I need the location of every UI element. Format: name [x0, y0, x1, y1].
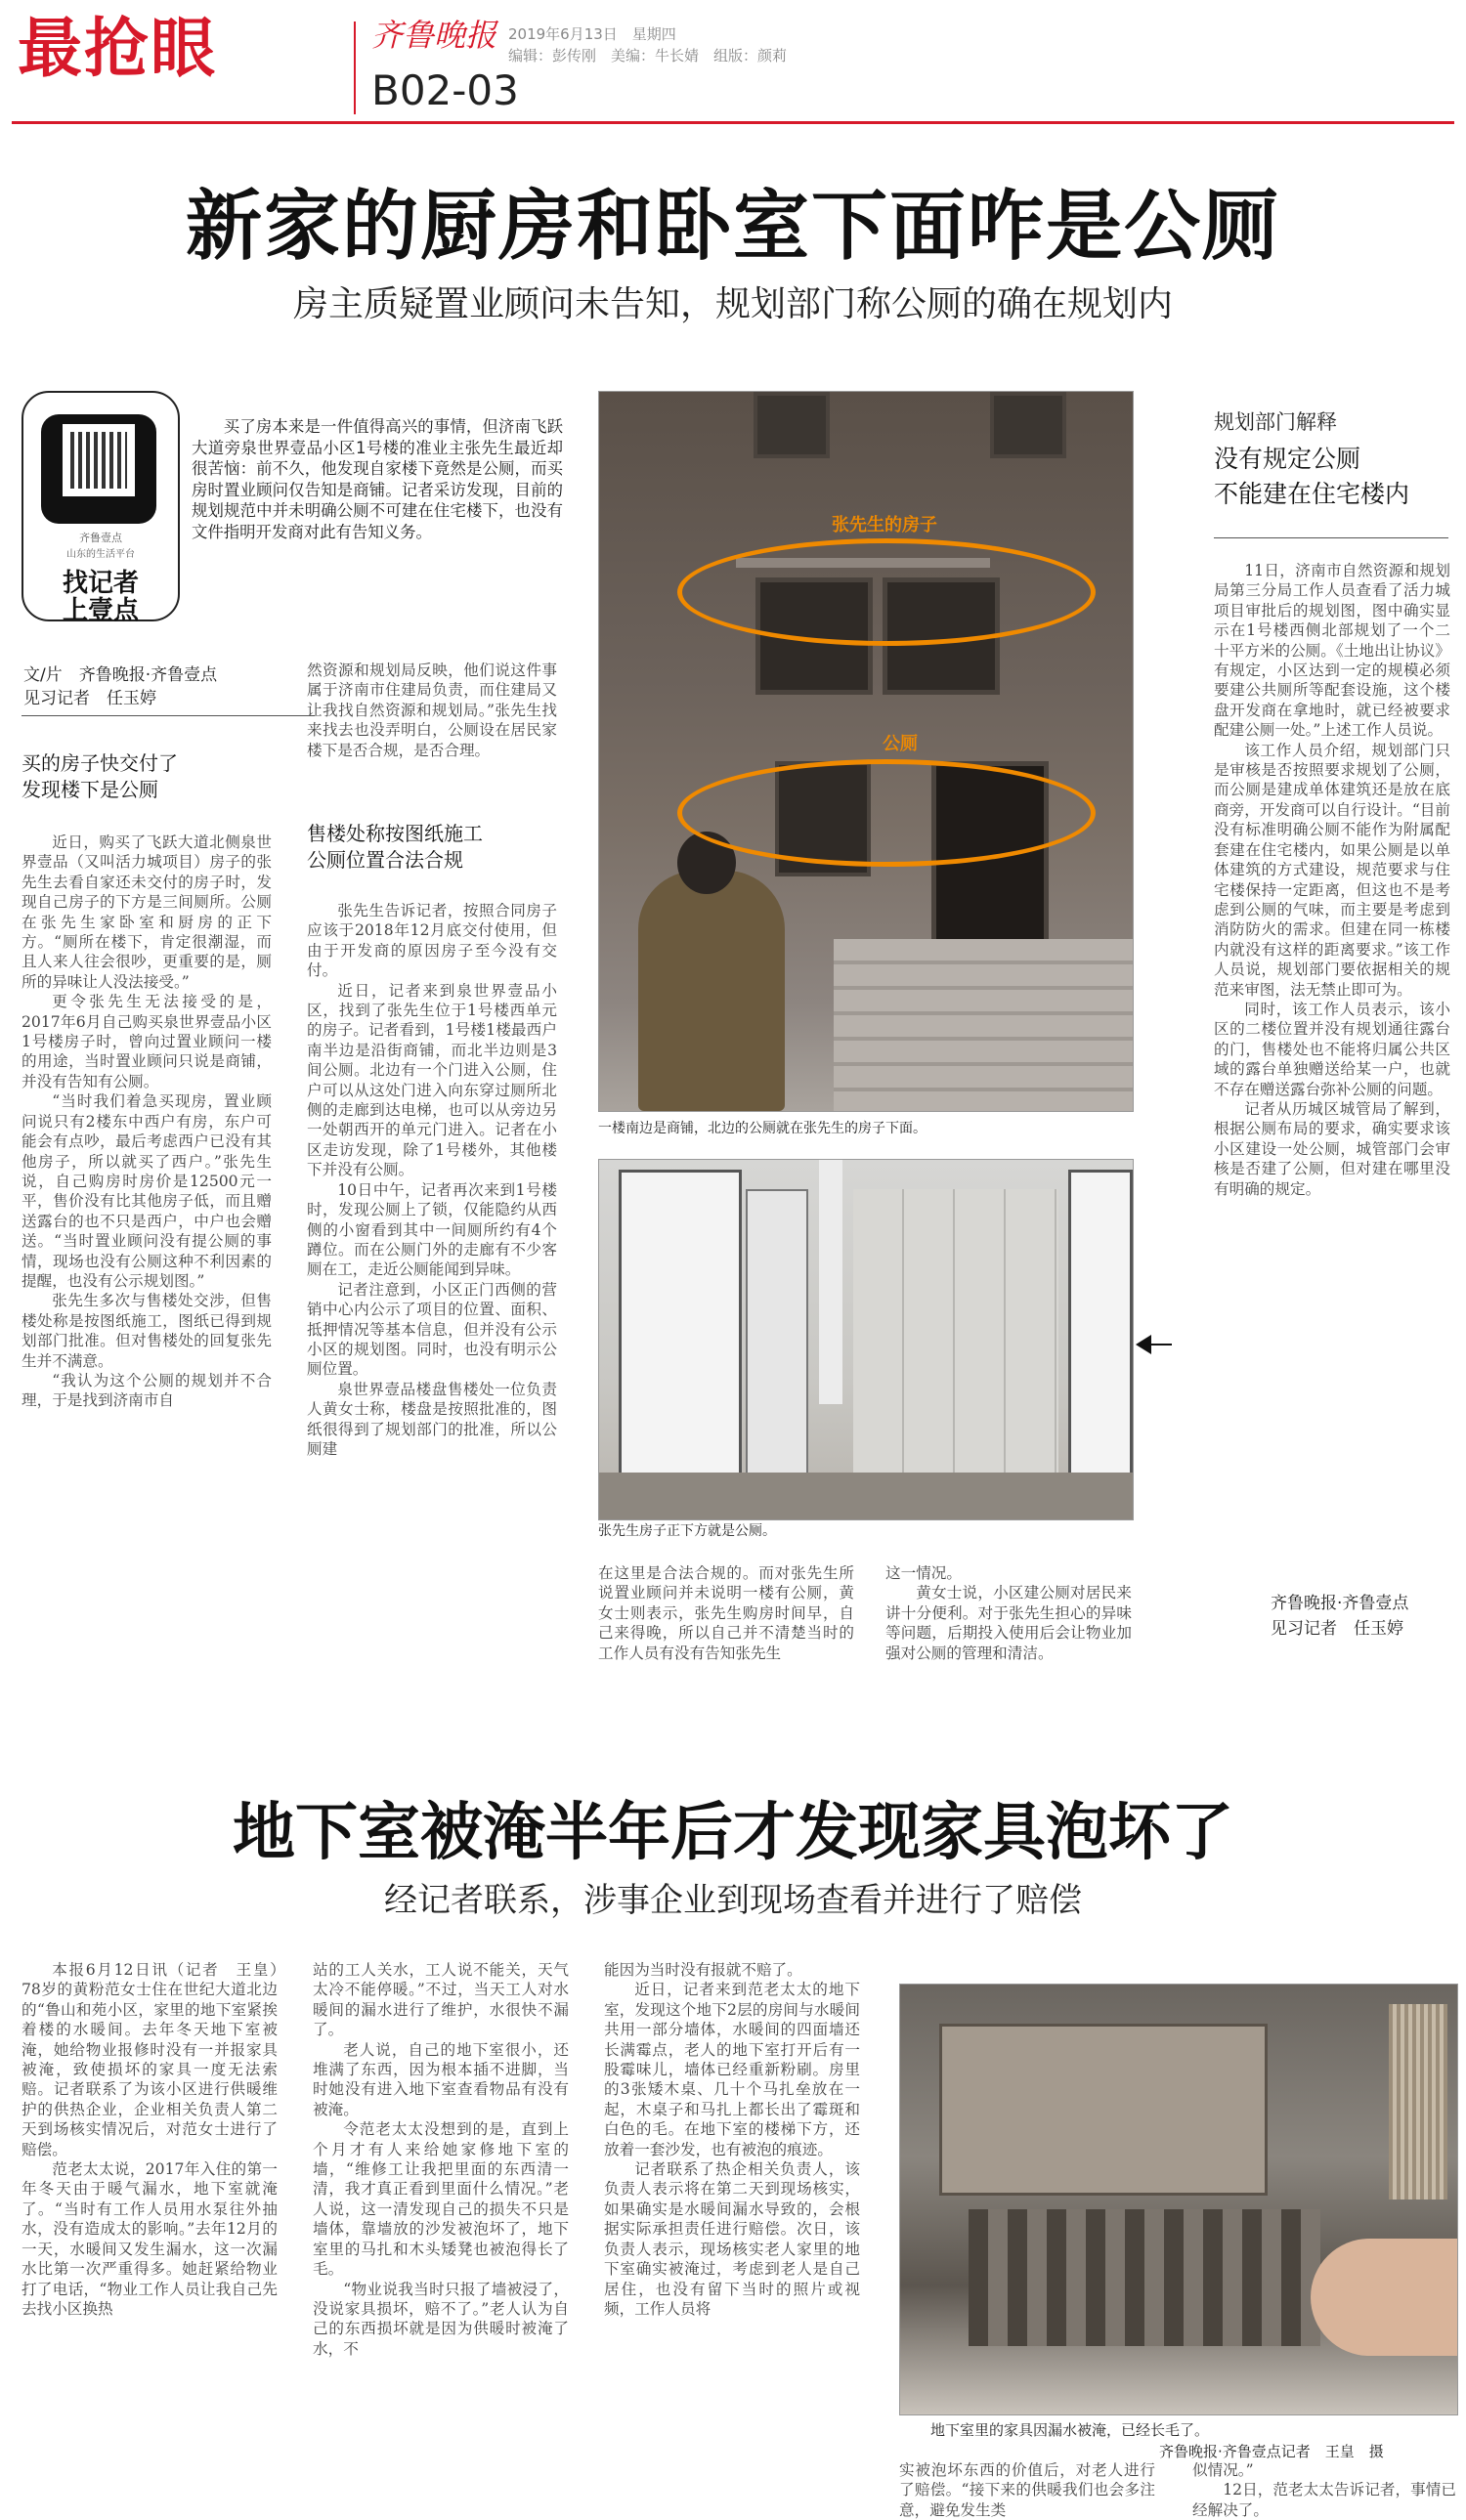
article1-column-2: 张先生告诉记者，按照合同房子应该于2018年12月底交付使用，但由于开发商的原因房子至今没有交付。 近日，记者来到泉世界壹品小区，找到了张先生位于1号楼西单元的房子。记者看到，1号楼1楼最西户南半边是沿街商铺，而北半边则是3间公厕。北边有一个门进入公厕，住户可以从这处门进入向东穿过厕所北侧的走廊到达电梯，也可以从旁边另一处朝西开的单元门进入。记者在小区走访发现，除了1号楼外，其他楼下并没有公厕。 10日中午，记者再次来到1号楼时，发现公厕上了锁，仅能隐约从西侧的小窗看到其中一间厕所约有4个蹲位。而在公厕门外的走廊有不少客厕在工，走近公厕能闻到异味。 记者注意到，小区正门西侧的营销中心内公示了项目的位置、面积、抵押情况等基本信息，但并没有公示小区的规划图。同时，也没有明示公厕位置。 泉世界壹品楼盘售楼处一位负责人黄女士称，楼盘是按照批准的，图纸很得到了规划部门的批准，所以公厕建 — [307, 902, 557, 1458]
furniture — [939, 2024, 1268, 2196]
sidebar-credit-1: 齐鲁晚报·齐鲁壹点 — [1271, 1594, 1409, 1613]
article1-subheadline: 房主质疑置业顾问未告知，规划部门称公厕的确在规划内 — [292, 284, 1173, 324]
article1-headline: 新家的厨房和卧室下面咋是公厕 — [185, 183, 1280, 271]
basement-photo-credit: 齐鲁晚报·齐鲁壹点记者 王皇 摄 — [1159, 2443, 1384, 2460]
building-photo-caption: 一楼南边是商铺，北边的公厕就在张先生的房子下面。 — [598, 1121, 927, 1136]
staff-line: 编辑：彭传刚 美编：牛长婧 组版：颜莉 — [508, 47, 788, 64]
page-code: B02-03 — [371, 66, 519, 114]
stall-door — [1068, 1170, 1133, 1498]
article2-column-3: 能因为当时没有报就不赔了。 近日，记者来到范老太太的地下室，发现这个地下2层的房间与水暖间共用一部分墙体，水暖间的四面墙还长满霉点，老人的地下室打开后有一股霉味儿，墙体已经重新粉刷。房里的3张矮木桌、几十个马扎垒放在一起，木桌子和马扎上都长出了霉斑和白色的毛。在地下室的楼梯下方，还放着一套沙发，也有被泡的痕迹。 记者联系了热企相关负责人，该负责人表示将在第二天到现场核实，如果确实是水暖间漏水导致的，会根据实际承担责任进行赔偿。次日，该负责人表示，现场核实老人家里的地下室确实被淹过，考虑到老人是自己居住，也没有留下当时的照片或视频，工作人员将 — [604, 1961, 860, 2318]
article2-column-1: 本报6月12日讯（记者 王皇） 78岁的黄粉范女士住在世纪大道北边的“鲁山和苑小区，家里的地下室紧挨着楼的水暖间。去年冬天地下室被淹，她给物业报修时没有一并报家具被淹，致使损坏的家具一度无法索赔。记者联系了为该小区进行供暖维护的供热企业，企业相关负责人第二天到场核实情况后，对范女士进行了赔偿。 范老太太说，2017年入住的第一年冬天由于暖气漏水，地下室就淹了。“当时有工作人员用水泵往外抽水，没有造成太的影响。”去年12月的一天，水暖间又发生漏水，这一次漏水比第一次严重得多。她赶紧给物业打了电话，“物业工作人员让我自己先去找小区换热 — [22, 1961, 293, 2318]
sidebar-body: 11日，济南市自然资源和规划局第三分局工作人员查看了活力城项目审批后的规划图，图中确实显示在1号楼西侧北部规划了一个二十平方米的公厕。《土地出让协议》有规定，小区达到一定的规模必须要建公共厕所等配套设施，这个楼盘开发商在拿地时，就已经被要求配建公厕一处。”上述工作人员说。 该工作人员介绍，规划部门只是审核是否按照要求规划了公厕，而公厕是建成单体建筑还是放在底商旁，开发商可以自行设计。“目前没有标准明确公厕不能作为附属配套建在住宅楼内，如果公厕是以单体建筑的方式建设，规范要求与住宅楼保持一定距离，但这也不是考虑到公厕的气味，而主要是考虑到消防防火的需求。但建在同一栋楼内就没有这样的距离要求。”该工作人员说，规划部门要依据相关的规范来审图，法无禁止即可为。 同时，该工作人员表示，该小区的二楼位置并没有规划通往露台的门，售楼处也不能将归属公共区域的露台单独赠送给某一户，也就不存在赠送露台弥补公厕的问题。 记者从历城区城管局了解到，根据公厕布局的要求，确实要求该小区建设一处公厕，城管部门会审核是否建了公厕，但对建在哪里没有明确的规定。 — [1214, 562, 1450, 1198]
stall-door — [619, 1170, 742, 1498]
paper-name: 齐鲁晚报 — [371, 17, 497, 54]
camera-qr-icon — [41, 414, 156, 524]
article1-lead: 买了房本来是一件值得高兴的事情，但济南飞跃大道旁泉世界壹品小区1号楼的准业主张先生最近却很苦恼：前不久，他发现自家楼下竟然是公厕，而买房时置业顾问仅告知是商铺。记者采访发现，目前的规划规范中并未明确公厕不可建在住宅楼下，也没有文件指明开发商对此有告知义务。 — [192, 417, 563, 541]
article1-subhead-2: 售楼处称按图纸施工 公厕位置合法合规 — [307, 822, 483, 872]
brooms — [1389, 2004, 1447, 2200]
article2-column-5-bottom: 似情况。” 12日，范老太太告诉记者，事情已经解决了。 — [1192, 2461, 1456, 2519]
toilet-photo-caption: 张先生房子正下方就是公厕。 — [598, 1523, 776, 1539]
sidebar-credit-2: 见习记者 任玉婷 — [1271, 1619, 1403, 1639]
sidebar-rule — [1214, 537, 1448, 538]
article1-column-1: 近日，购买了飞跃大道北侧泉世界壹品（又叫活力城项目）房子的张先生去看自家还未交付的房子时，发现自己房子的下方是三间厕所。公厕在张先生家卧室和厨房的正下方。“厕所在楼下，肯定很潮湿，而且人来人往会很吵，更重要的是，厕所的异味让人没法接受。” 更令张先生无法接受的是，2017年6月自己购买泉世界壹品小区1号楼房子时，曾向过置业顾问一楼的用途，当时置业顾问只说是商铺，并没有告知有公厕。 “当时我们着急买现房，置业顾问说只有2楼东中西户有房，东户可能会有点吵，最后考虑西户已没有其他房子，所以就买了西户。”张先生说，自己购房时房价是12500元一平，售价没有比其他房子低，而且赠送露台的也不只是西户，中户也会赠送。“当时置业顾问没有提公厕的事情，现场也没有公厕这种不利因素的提醒，也没有公示规划图。” 张先生多次与售楼处交涉，但售楼处称是按图纸施工，图纸已得到规划部门批准。但对售楼处的回复张先生并不满意。 “我认为这个公厕的规划并不合理，于是找到济南市自 — [22, 833, 272, 1410]
qr-caption: 齐鲁壹点 — [79, 532, 122, 544]
article1-column-3-bottom: 在这里是合法合规的。而对张先生所说置业顾问并未说明一楼有公厕，黄女士则表示，张先生购房时间早，自己来得晚，所以自己并不清楚当时的工作人员有没有告知张先生 — [598, 1564, 854, 1662]
sidebar-title: 没有规定公厕 不能建在住宅楼内 — [1214, 445, 1410, 508]
article1-byline-1: 文/片 齐鲁晚报·齐鲁壹点 — [23, 665, 218, 685]
qr-badge — [22, 391, 180, 625]
badge-text-line1: 找记者 — [62, 569, 139, 598]
person-figure — [638, 871, 785, 1111]
badge-text-line2: 上壹点 — [62, 596, 139, 625]
article1-byline-2: 见习记者 任玉婷 — [23, 689, 156, 708]
article1-column-2-top: 然资源和规划局反映，他们说这件事属于济南市住建局负责，而住建局又让我找自然资源和规划局。”张先生找来找去也没弄明白，公厕设在居民家楼下是否合规，是否合理。 — [307, 662, 557, 759]
basement-photo — [899, 1984, 1458, 2415]
article2-headline: 地下室被淹半年后才发现家具泡坏了 — [233, 1797, 1233, 1869]
highlight-ellipse-toilet — [677, 759, 1096, 867]
date-line: 2019年6月13日 星期四 — [508, 25, 676, 43]
tiled-wall — [853, 1189, 1058, 1473]
sidebar-kicker: 规划部门解释 — [1214, 410, 1337, 434]
qr-caption-2: 山东的生活平台 — [66, 549, 135, 560]
section-title: 最抢眼 — [18, 11, 217, 86]
highlight-ellipse-house — [677, 538, 1096, 646]
pipe — [819, 1160, 842, 1404]
stools — [969, 2209, 1320, 2346]
article2-column-2: 站的工人关水，工人说不能关，天气太冷不能停暖。”不过，当天工人对水暖间的漏水进行了维护，水很快不漏了。 老人说，自己的地下室很小，还堆满了东西，因为根本插不进脚，当时她没有进入地下室查看物品有没有被淹。 令范老太太没想到的是，直到上个月才有人来给她家修地下室的墙，“维修工让我把里面的东西清一清，我才真正看到里面什么情况。”老人说，这一清发现自己的损失不只是墙体，靠墙放的沙发被泡坏了，地下室里的马扎和木头矮凳也被泡得长了毛。 “物业说我当时只报了墙被浸了，没说家具损坏，赔不了。”老人认为自己的东西损坏就是因为供暖时被淹了水，不 — [313, 1961, 569, 2358]
window — [990, 392, 1066, 458]
article1-column-4-bottom: 这一情况。 黄女士说，小区建公厕对居民来讲十分便利。对于张先生担心的异味等问题，后期投入使用后会让物业加强对公厕的管理和清洁。 — [885, 1564, 1132, 1662]
stall-door — [746, 1189, 808, 1486]
toilet-photo — [598, 1159, 1134, 1520]
photo-label-toilet: 公厕 — [883, 734, 918, 754]
qr-code — [70, 432, 127, 489]
byline-rule — [22, 715, 315, 716]
building-photo — [598, 391, 1134, 1112]
photo-label-house: 张先生的房子 — [832, 515, 937, 535]
masthead-divider — [354, 21, 356, 114]
steps — [834, 939, 1133, 1111]
floor — [599, 1473, 1133, 1519]
article2-column-4-bottom: 实被泡坏东西的价值后，对老人进行了赔偿。“接下来的供暖我们也会多注意，避免发生类 — [899, 2461, 1155, 2519]
masthead-rule — [12, 121, 1454, 124]
basement-photo-caption: 地下室里的家具因漏水被淹，已经长毛了。 — [930, 2421, 1210, 2439]
window — [754, 392, 830, 458]
hand-figure — [1311, 2239, 1457, 2356]
article1-subhead-1: 买的房子快交付了 发现楼下是公厕 — [22, 751, 178, 801]
arrow-line — [1148, 1344, 1172, 1345]
article2-subheadline: 经记者联系，涉事企业到现场查看并进行了赔偿 — [384, 1881, 1082, 1920]
